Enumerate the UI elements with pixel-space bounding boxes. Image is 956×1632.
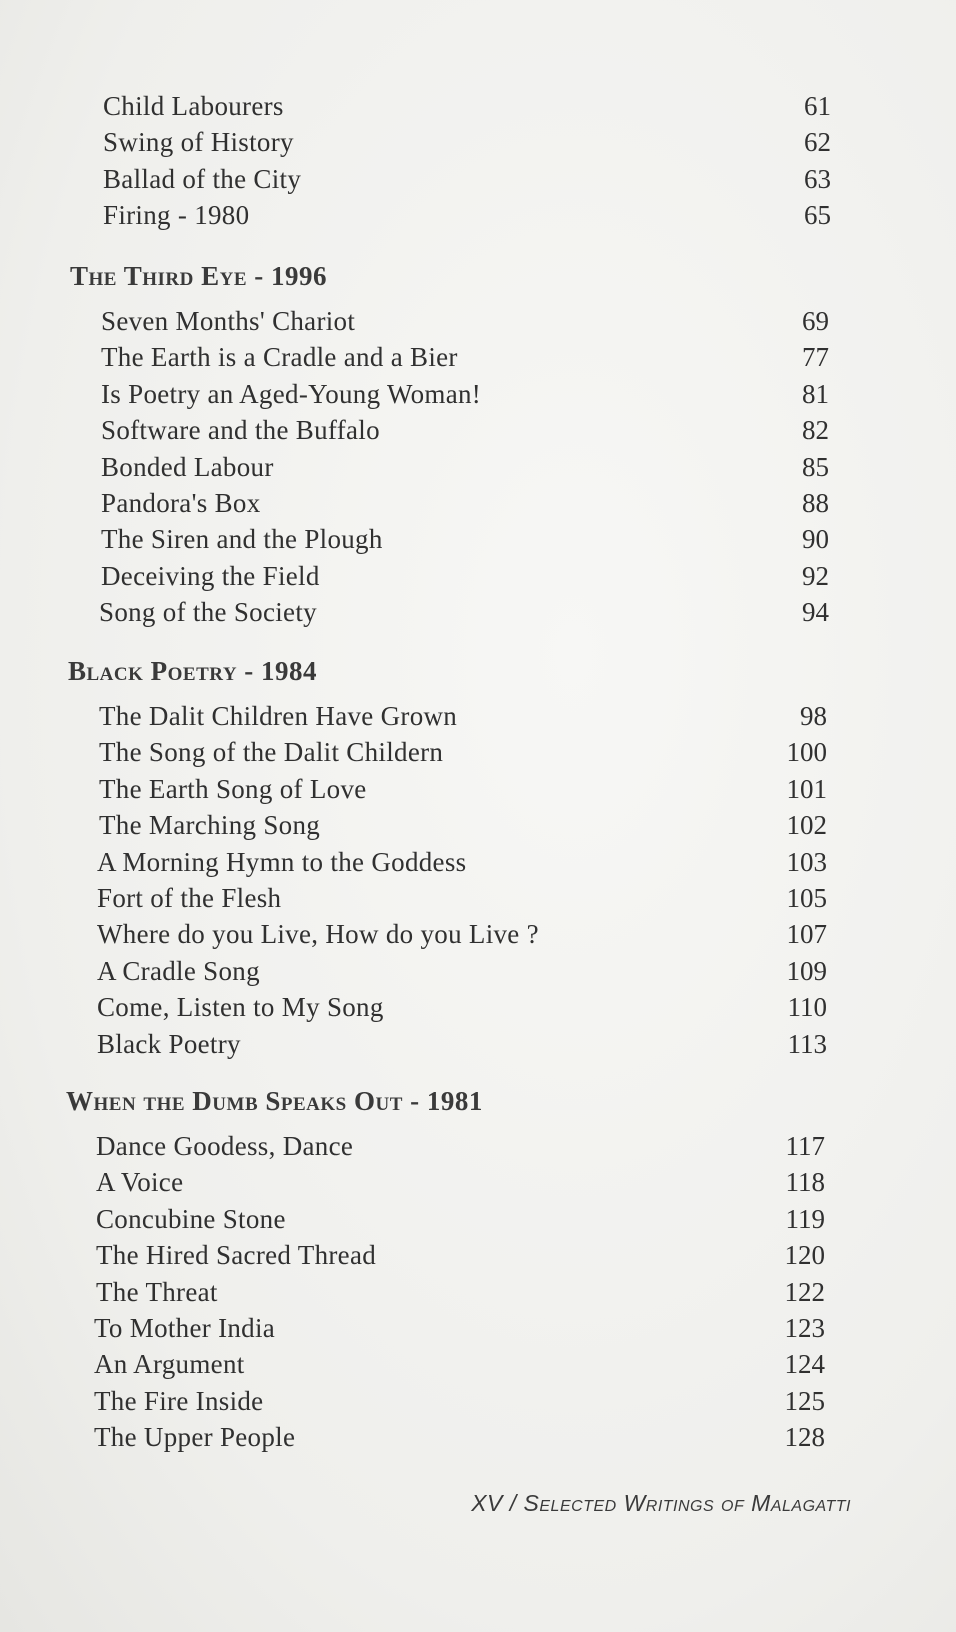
entry-title: Ballad of the City [103,163,302,194]
toc-entry [0,485,956,521]
entry-page: 119 [785,1203,825,1234]
entry-page: 128 [784,1422,825,1453]
toc-entry [0,1383,956,1419]
entry-page: 101 [786,773,827,804]
entry-title: Black Poetry [97,1028,241,1059]
toc-entry [0,989,956,1025]
entry-page: 82 [802,415,829,446]
toc-entry [0,1237,956,1273]
toc-entry [0,771,956,807]
toc-entry [0,449,956,485]
toc-entry [0,197,956,233]
entry-title: Child Labourers [103,91,284,121]
entry-page: 63 [804,163,831,194]
section-heading: When the Dumb Speaks Out - 1981 [66,1086,483,1116]
toc-entry [0,1164,956,1200]
toc-entry [0,1310,956,1346]
toc-entry [0,412,956,448]
entry-title: The Earth Song of Love [99,773,367,804]
toc-entry [0,124,956,160]
toc-entry [0,376,956,412]
section-heading: The Third Eye - 1996 [70,261,327,291]
entry-page: 117 [785,1131,825,1161]
entry-title: Song of the Society [99,597,317,628]
toc-entry [0,521,956,557]
toc-entry [0,1419,956,1455]
entry-title: The Threat [96,1276,218,1307]
entry-title: To Mother India [94,1312,276,1343]
entry-page: 85 [802,451,829,482]
toc-entry [0,558,956,594]
entry-page: 81 [802,378,829,409]
toc-entry [0,1274,956,1310]
entry-title: Software and the Buffalo [101,415,380,446]
entry-page: 102 [786,810,827,841]
toc-entry [0,88,956,124]
toc-entry [0,339,956,375]
toc-entry [0,1128,956,1164]
entry-page: 61 [804,91,831,121]
entry-page: 107 [786,919,827,950]
section-heading: Black Poetry - 1984 [68,656,318,686]
toc-section-black-poetry [0,654,956,1062]
entry-page: 123 [784,1312,825,1343]
entry-page: 88 [802,487,829,518]
entry-page: 62 [804,127,831,158]
toc-entry [0,916,956,952]
entry-page: 124 [784,1349,825,1380]
entry-title: Deceiving the Field [101,560,320,591]
entry-page: 113 [787,1028,827,1059]
toc-entry [0,698,956,734]
entry-title: Firing - 1980 [103,200,250,231]
entry-title: An Argument [94,1349,245,1380]
entry-title: Is Poetry an Aged-Young Woman! [101,378,482,409]
entry-title: The Siren and the Plough [101,524,383,555]
entry-title: Dance Goodess, Dance [96,1131,354,1161]
toc-entry [0,880,956,916]
entry-title: Where do you Live, How do you Live ? [97,919,539,950]
entry-page: 90 [802,524,829,555]
entry-page: 105 [786,882,827,913]
entry-page: 110 [787,992,827,1023]
entry-title: A Cradle Song [97,955,260,986]
entry-title: Concubine Stone [96,1203,286,1234]
toc-section-dumb-speaks-out [0,1084,956,1456]
toc-entry [0,1201,956,1237]
entry-title: Come, Listen to My Song [97,992,384,1023]
toc-section-third-eye [0,259,956,631]
entry-title: The Song of the Dalit Childern [99,737,444,768]
entry-page: 77 [802,342,829,373]
toc-entry [0,1026,956,1062]
toc-entry [0,303,956,339]
entry-title: The Hired Sacred Thread [96,1240,377,1271]
toc-entry [0,734,956,770]
entry-title: Bonded Labour [101,451,274,482]
entry-page: 98 [800,701,827,731]
entry-title: Pandora's Box [101,487,261,518]
entry-page: 92 [802,560,829,591]
toc-entry [0,807,956,843]
toc-entry [0,1346,956,1382]
entry-page: 120 [784,1240,825,1271]
toc-entry [0,161,956,197]
entry-page: 122 [784,1276,825,1307]
entry-title: Seven Months' Chariot [101,306,356,336]
entry-page: 118 [785,1167,825,1198]
entry-title: The Fire Inside [94,1385,264,1416]
entry-title: The Earth is a Cradle and a Bier [101,342,458,373]
entry-page: 103 [786,846,827,877]
entry-title: A Morning Hymn to the Goddess [97,846,467,877]
toc-section-continued [0,88,956,234]
entry-page: 125 [784,1385,825,1416]
toc-entry [0,844,956,880]
entry-title: The Marching Song [99,810,321,841]
entry-page: 65 [804,200,831,231]
toc-entry [0,594,956,630]
entry-page: 94 [802,597,829,628]
entry-title: Fort of the Flesh [97,882,282,913]
toc-entry [0,953,956,989]
entry-title: A Voice [96,1167,184,1198]
entry-title: The Dalit Children Have Grown [99,701,458,731]
page-footer: XV / Selected Writings of Malagatti [471,1490,851,1516]
entry-page: 69 [802,306,829,336]
entry-page: 109 [786,955,827,986]
entry-title: Swing of History [103,127,294,158]
entry-title: The Upper People [94,1422,296,1453]
entry-page: 100 [786,737,827,768]
